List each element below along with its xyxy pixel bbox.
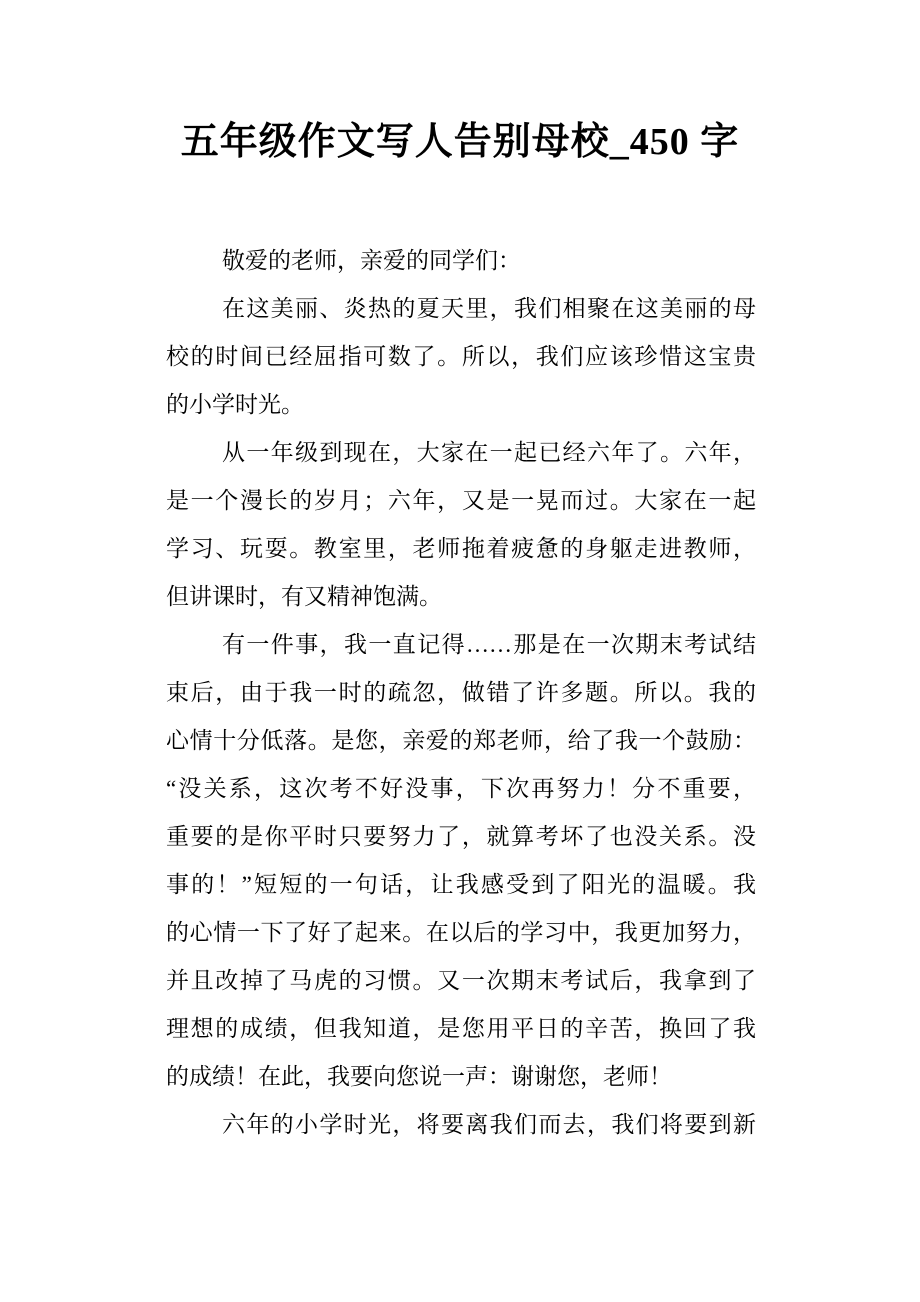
text-line: 的成绩！在此，我要向您说一声：谢谢您，老师！ <box>166 1064 672 1089</box>
text-line: 心情十分低落。是您，亲爱的郑老师，给了我一个鼓励： <box>166 728 756 753</box>
text-line: 束后，由于我一时的疏忽，做错了许多题。所以。我的 <box>166 680 756 705</box>
text-line: 的小学时光。 <box>166 392 304 417</box>
text-line: 校的时间已经屈指可数了。所以，我们应该珍惜这宝贵 <box>166 344 756 369</box>
text-line: 从一年级到现在，大家在一起已经六年了。六年， <box>222 440 756 465</box>
text-line: 在这美丽、炎热的夏天里，我们相聚在这美丽的母 <box>222 296 756 321</box>
text-line: 学习、玩耍。教室里，老师拖着疲惫的身躯走进教师， <box>166 536 756 561</box>
text-line: 理想的成绩，但我知道，是您用平日的辛苦，换回了我 <box>166 1016 756 1041</box>
text-line: 是一个漫长的岁月；六年，又是一晃而过。大家在一起 <box>166 488 756 513</box>
text-line: 有一件事，我一直记得……那是在一次期末考试结 <box>222 632 756 657</box>
paragraph <box>166 1101 756 1149</box>
paragraph <box>166 621 756 1101</box>
text-line: 敬爱的老师，亲爱的同学们： <box>222 248 521 273</box>
paragraph <box>166 429 756 621</box>
text-line: 但讲课时，有又精神饱满。 <box>166 584 442 609</box>
paragraph <box>166 237 756 285</box>
document-body <box>166 237 756 1149</box>
text-line: 并且改掉了马虎的习惯。又一次期末考试后，我拿到了 <box>166 968 756 993</box>
text-line: 六年的小学时光，将要离我们而去，我们将要到新 <box>222 1112 756 1137</box>
text-line: 事的！”短短的一句话，让我感受到了阳光的温暖。我 <box>166 872 756 897</box>
text-line: “没关系，这次考不好没事，下次再努力！分不重要， <box>166 776 756 801</box>
text-line: 的心情一下了好了起来。在以后的学习中，我更加努力， <box>166 920 756 945</box>
text-line: 重要的是你平时只要努力了，就算考坏了也没关系。没 <box>166 824 756 849</box>
paragraph <box>166 285 756 429</box>
document-title: 五年级作文写人告别母校_450 字 <box>180 121 740 163</box>
